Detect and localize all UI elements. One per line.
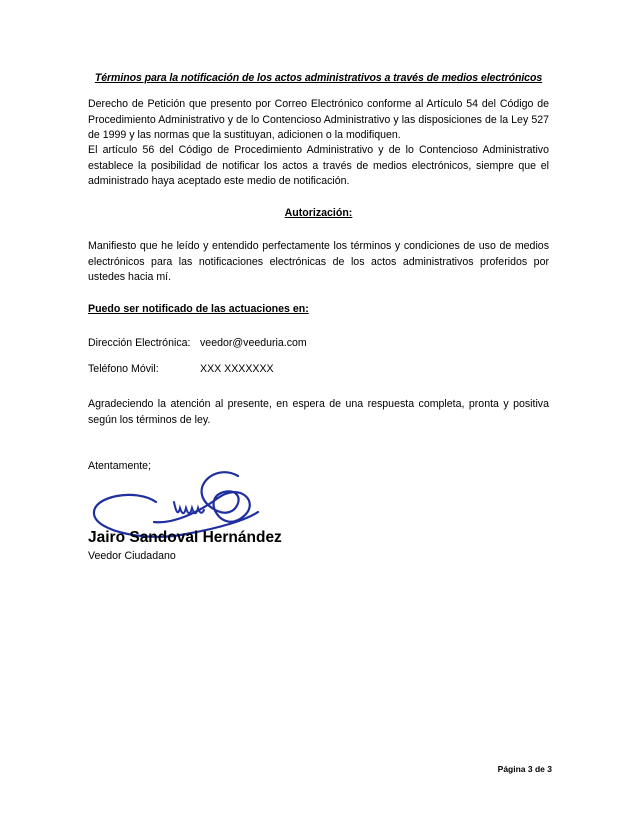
paragraph-article-56: El artículo 56 del Código de Procedimiento Administrativo y de lo Contencioso Administrativo establece la posibilidad de notificar los actos a través de medios electrónicos, siempre que el administrado haya aceptado este medio de notificación. xyxy=(88,144,549,187)
phone-row xyxy=(88,362,159,377)
phone-label: Teléfono Móvil: xyxy=(88,363,159,375)
page-number: Página 3 de 3 xyxy=(497,764,552,774)
email-value: veedor@veeduria.com xyxy=(200,337,307,349)
email-row xyxy=(88,336,190,351)
closing-paragraph: Agradeciendo la atención al presente, en espera de una respuesta completa, pronta y positiva según los términos de ley. xyxy=(88,398,549,426)
paragraph-authorization: Manifiesto que he leído y entendido perfectamente los términos y condiciones de uso de medios electrónicos para las notificaciones electrónicas de los actos administrativos proferidos por ustedes hacia mí. xyxy=(88,240,549,283)
signer-name: Jairo Sandoval Hernández xyxy=(88,529,282,546)
phone-value: XXX XXXXXXX xyxy=(200,363,274,375)
salutation: Atentamente; xyxy=(88,460,152,472)
authorization-heading: Autorización: xyxy=(284,207,353,219)
paragraph-right-of-petition: Derecho de Petición que presento por Correo Electrónico conforme al Artículo 54 del Código de Procedimiento Administrativo y de lo Contencioso Administrativo y las disposiciones de la Ley 527 de 1999 y las normas que la sustituyan, adicionen o la modifiquen. xyxy=(88,98,549,141)
email-label: Dirección Electrónica: xyxy=(88,337,191,349)
notification-heading: Puedo ser notificado de las actuaciones en: xyxy=(88,303,309,315)
document-title: Términos para la notificación de los actos administrativos a través de medios electrónicos xyxy=(94,72,543,84)
signer-role: Veedor Ciudadano xyxy=(88,550,176,562)
